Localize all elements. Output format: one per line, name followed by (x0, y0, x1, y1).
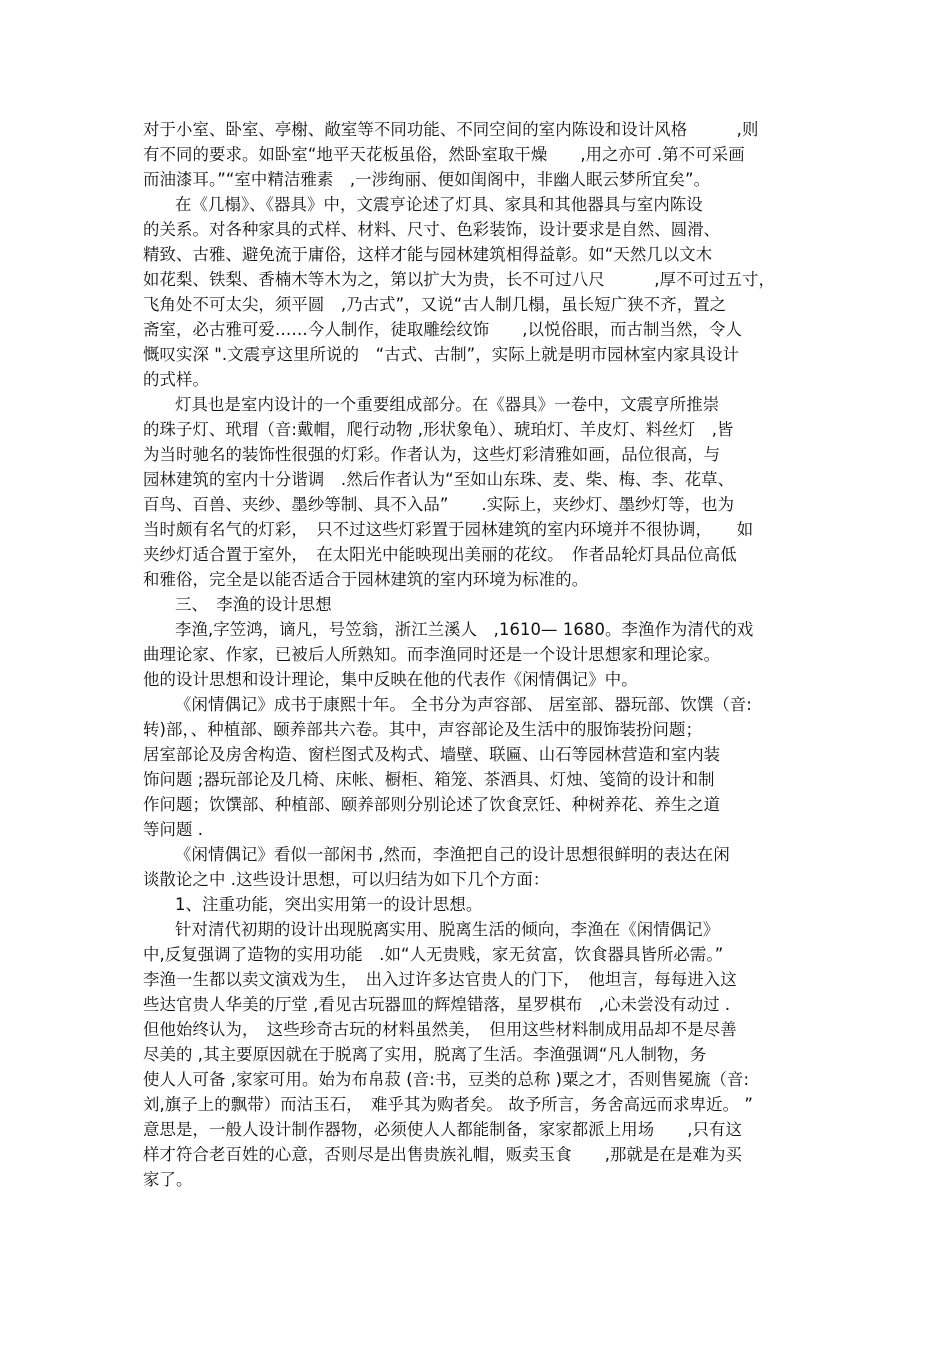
text-line: 谈散论之中 .这些设计思想，可以归结为如下几个方面： (143, 870, 550, 889)
text-line: 意思是，一般人设计制作器物，必须使人人都能制备，家家都派上用场 ,只有这 (143, 1120, 742, 1139)
paragraph-start-line: 《闲情偶记》看似一部闲书 ,然而，李渔把自己的设计思想很鲜明的表达在闲 (175, 845, 730, 864)
paragraph-start-line: 《闲情偶记》成书于康熙十年。 全书分为声容部、 居室部、器玩部、饮馔（音: (175, 695, 752, 714)
text-line: 的珠子灯、玳瑁（音:戴帽，爬行动物 ,形状象龟）、琥珀灯、羊皮灯、料丝灯 ,皆 (143, 420, 734, 439)
subsection-heading: 1、注重功能，突出实用第一的设计思想。 (175, 895, 483, 914)
text-line: 转)部，、种植部、颐养部共六卷。其中，声容部论及生活中的服饰装扮问题； (143, 720, 702, 739)
text-line: 夹纱灯适合置于室外， 在太阳光中能映现出美丽的花纹。 作者品轮灯具品位高低 (143, 545, 737, 564)
text-line: 有不同的要求。如卧室“地平天花板虽俗，然卧室取干燥 ,用之亦可 .第不可采画 (143, 145, 745, 164)
text-line: 作问题；饮馔部、种植部、颐养部则分别论述了饮食烹饪、种树养花、养生之道 (143, 795, 721, 814)
text-line: 等问题 . (143, 820, 204, 839)
text-line: 李渔一生都以卖文演戏为生， 出入过许多达官贵人的门下， 他坦言，每每进入这 (143, 970, 737, 989)
text-line: 精致、古雅、避免流于庸俗，这样才能与园林建筑相得益彰。如“天然几以文木 (143, 245, 713, 264)
text-line: 中,反复强调了造物的实用功能 .如“人无贵贱，家无贫富，饮食器具皆所必需。” (143, 945, 724, 964)
text-line: 些达官贵人华美的厅堂 ,看见古玩器皿的辉煌错落，星罗棋布 ,心未尝没有动过 . (143, 995, 731, 1014)
text-line: 的式样。 (143, 370, 209, 389)
text-line: 当时颇有名气的灯彩， 只不过这些灯彩置于园林建筑的室内环境并不很协调， 如 (143, 520, 754, 539)
text-line: 百鸟、百兽、夹纱、墨纱等制、具不入品” .实际上，夹纱灯、墨纱灯等，也为 (143, 495, 735, 514)
text-line: 为当时驰名的装饰性很强的灯彩。作者认为，这些灯彩清雅如画，品位很高，与 (143, 445, 721, 464)
text-line: 园林建筑的室内十分谐调 .然后作者认为“至如山东珠、麦、柴、梅、李、花草、 (143, 470, 735, 489)
text-line: 家了。 (143, 1170, 193, 1189)
paragraph-start-line: 灯具也是室内设计的一个重要组成部分。在《器具》一卷中，文震亨所推崇 (175, 395, 720, 414)
text-line: 对于小室、卧室、亭榭、敞室等不同功能、不同空间的室内陈设和设计风格 ,则 (143, 120, 759, 139)
paragraph-start-line: 针对清代初期的设计出现脱离实用、脱离生活的倾向，李渔在《闲情偶记》 (175, 920, 720, 939)
text-line: 而油漆耳。”“室中精洁雅素 ,一涉绚丽、便如闺阁中，非幽人眠云梦所宜矣”。 (143, 170, 711, 189)
text-line: 但他始终认为， 这些珍奇古玩的材料虽然美， 但用这些材料制成用品却不是尽善 (143, 1020, 737, 1039)
text-line: 曲理论家、作家，已被后人所熟知。而李渔同时还是一个设计思想家和理论家。 (143, 645, 721, 664)
text-line: 斋室，必古雅可爱……今人制作，徒取雕绘纹饰 ,以悦俗眼，而古制当然，令人 (143, 320, 742, 339)
text-line: 刘,旗子上的飘带）而沽玉石， 难乎其为购者矣。 故予所言，务舍高远而求卑近。 ” (143, 1095, 753, 1114)
paragraph-start-line: 在《几榻》、《器具》中，文震亨论述了灯具、家具和其他器具与室内陈设 (175, 195, 703, 214)
text-line: 饰问题 ;器玩部论及几椅、床帐、橱柜、箱笼、茶酒具、灯烛、笺简的设计和制 (143, 770, 715, 789)
text-line: 飞角处不可太尖，须平圆 ,乃古式”，又说“古人制几榻，虽长短广狭不齐，置之 (143, 295, 727, 314)
section-heading: 三、 李渔的设计思想 (175, 595, 332, 614)
text-line: 居室部论及房舍构造、窗栏图式及构式、墙壁、联匾、山石等园林营造和室内装 (143, 745, 721, 764)
text-line: 使人人可备 ,家家可用。始为布帛菽 (音:书，豆类的总称 )粟之才，否则售冕旒（音: (143, 1070, 750, 1089)
text-line: 的关系。对各种家具的式样、材料、尺寸、色彩装饰，设计要求是自然、圆滑、 (143, 220, 721, 239)
text-line: 如花梨、铁梨、香楠木等木为之，第以扩大为贵，长不可过八尺 ,厚不可过五寸， (143, 270, 775, 289)
text-line: 慨叹实深 ".文震亨这里所说的 “古式、古制”，实际上就是明市园林室内家具设计 (143, 345, 740, 364)
text-line: 和雅俗，完全是以能否适合于园林建筑的室内环境为标准的。 (143, 570, 589, 589)
text-line: 他的设计思想和设计理论，集中反映在他的代表作《闲情偶记》中。 (143, 670, 638, 689)
text-line: 尽美的 ,其主要原因就在于脱离了实用，脱离了生活。李渔强调“凡人制物，务 (143, 1045, 707, 1064)
paragraph-start-line: 李渔,字笠鸿，谪凡，号笠翁，浙江兰溪人 ,1610— 1680。李渔作为清代的戏 (175, 620, 754, 639)
text-line: 样才符合老百姓的心意，否则尽是出售贵族礼帽，贩卖玉食 ,那就是在是难为买 (143, 1145, 742, 1164)
